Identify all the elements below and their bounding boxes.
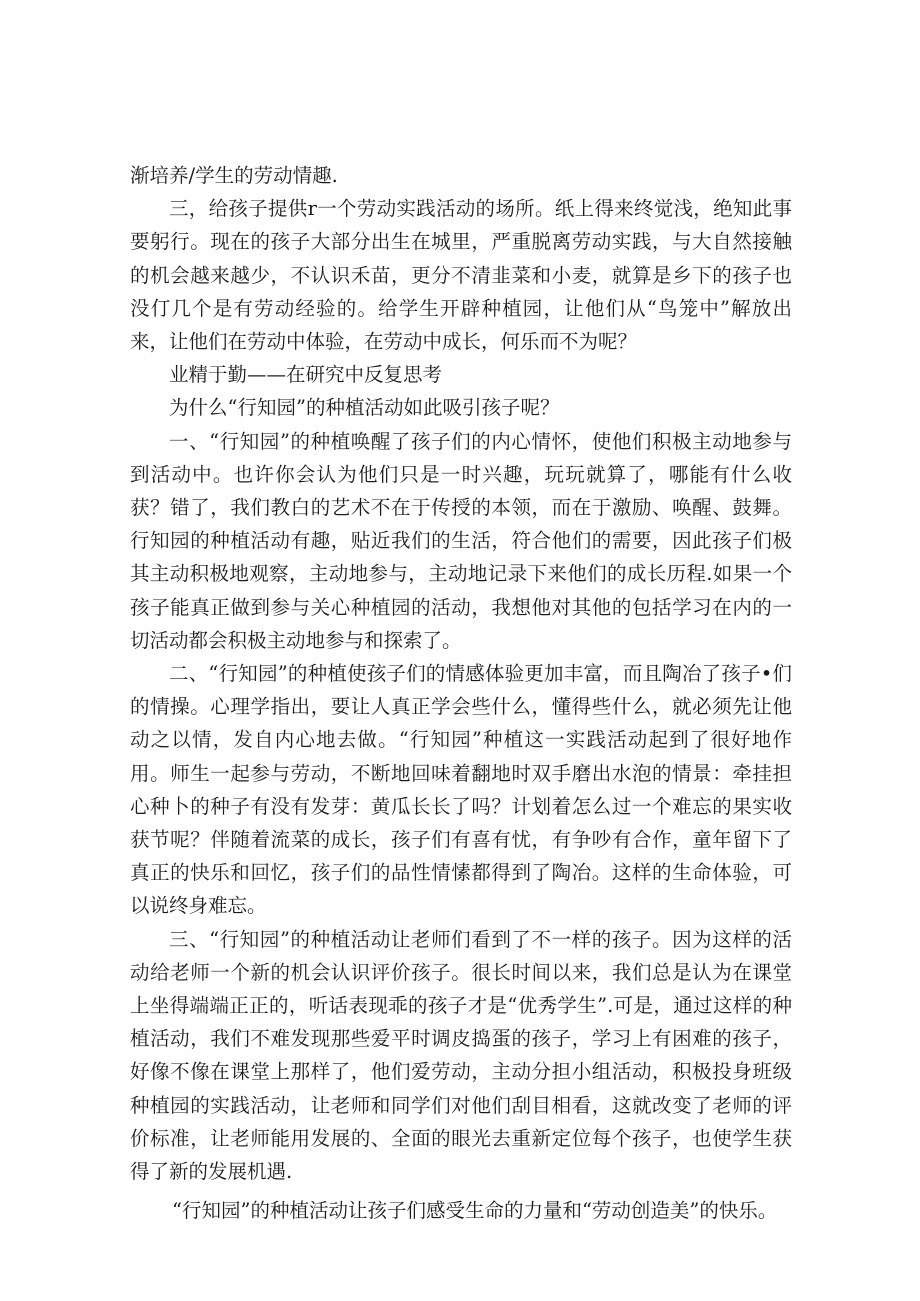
section-question: 为什么“行知园”的种植活动如此吸引孩子呢？ (169, 396, 560, 420)
paragraph-point-one: 一、“行知园”的种植唤醒了孩子们的内心情怀，使他们积极主动地参与到活动中。也许你会认为他们只是一时兴趣，玩玩就算了，哪能有什么收获？错了，我们教白的艺术不在于传授的本领，而在于激励、唤醒、鼓舞。行知园的种植活动有趣，贴近我们的生活，符合他们的需要，因此孩子们极其主动积极地观察，主动地参与，主动地记录下来他们的成长历程.如果一个孩子能真正做到参与关心种植园的活动，我想他对其他的包括学习在内的一切活动都会积极主动地参与和探索了。 (130, 429, 792, 652)
paragraph-closing: “行知园”的种植活动让孩子们感受生命的力量和“劳动创造美”的快乐。 (172, 1199, 778, 1223)
paragraph-point-three: 三、“行知园”的种植活动让老师们看到了不一样的孩子。因为这样的活动给老师一个新的机会认识评价孩子。很长时间以来，我们总是认为在课堂上坐得端端正正的，听话表现乖的孩子才是“优秀学生”.可是，通过这样的种植活动，我们不难发现那些爱平时调皮捣蛋的孩子，学习上有困难的孩子，好像不像在课堂上那样了，他们爱劳动，主动分担小组活动，积极投身班级种植园的实践活动，让老师和同学们对他们刮目相看，这就改变了老师的评价标准，让老师能用发展的、全面的眼光去重新定位每个孩子，也使学生获得了新的发展机遇. (130, 927, 792, 1184)
document-body (130, 159, 792, 1228)
section-heading: 业精于勤——在研究中反复思考 (169, 363, 443, 387)
paragraph-continuation: 渐培养/学生的劳动情趣. (130, 164, 338, 187)
paragraph-point-two: 二、“行知园”的种植使孩子们的情感体验更加丰富，而且陶冶了孩子•们的情操。心理学指出，要让人真正学会些什么，懂得些什么，就必须先让他动之以情，发自内心地去做。“行知园”种植这一实践活动起到了很好地作用。师生一起参与劳动，不断地回味着翻地时双手磨出水泡的情景：牵挂担心种卜的种子有没有发芽：黄瓜长长了吗？计划着怎么过一个难忘的果实收获节呢？伴随着流菜的成长，孩子们有喜有忧，有争吵有合作，童年留下了真正的快乐和回忆，孩子们的品性情愫都得到了陶冶。这样的生命体验，可以说终身难忘。 (130, 662, 792, 918)
paragraph-point-three-labor-venue: 三，给孩子提供r一个劳动实践活动的场所。纸上得来终觉浅，绝知此事要躬行。现在的孩子大部分出生在城里，严重脱离劳动实践，与大自然接触的机会越来越少，不认识禾苗，更分不清韭菜和小麦，就算是乡下的孩子也没仃几个是有劳动经验的。给学生开辟种植园，让他们从“鸟笼中”解放出来，让他们在劳动中体验，在劳动中成长，何乐而不为呢？ (130, 197, 792, 354)
